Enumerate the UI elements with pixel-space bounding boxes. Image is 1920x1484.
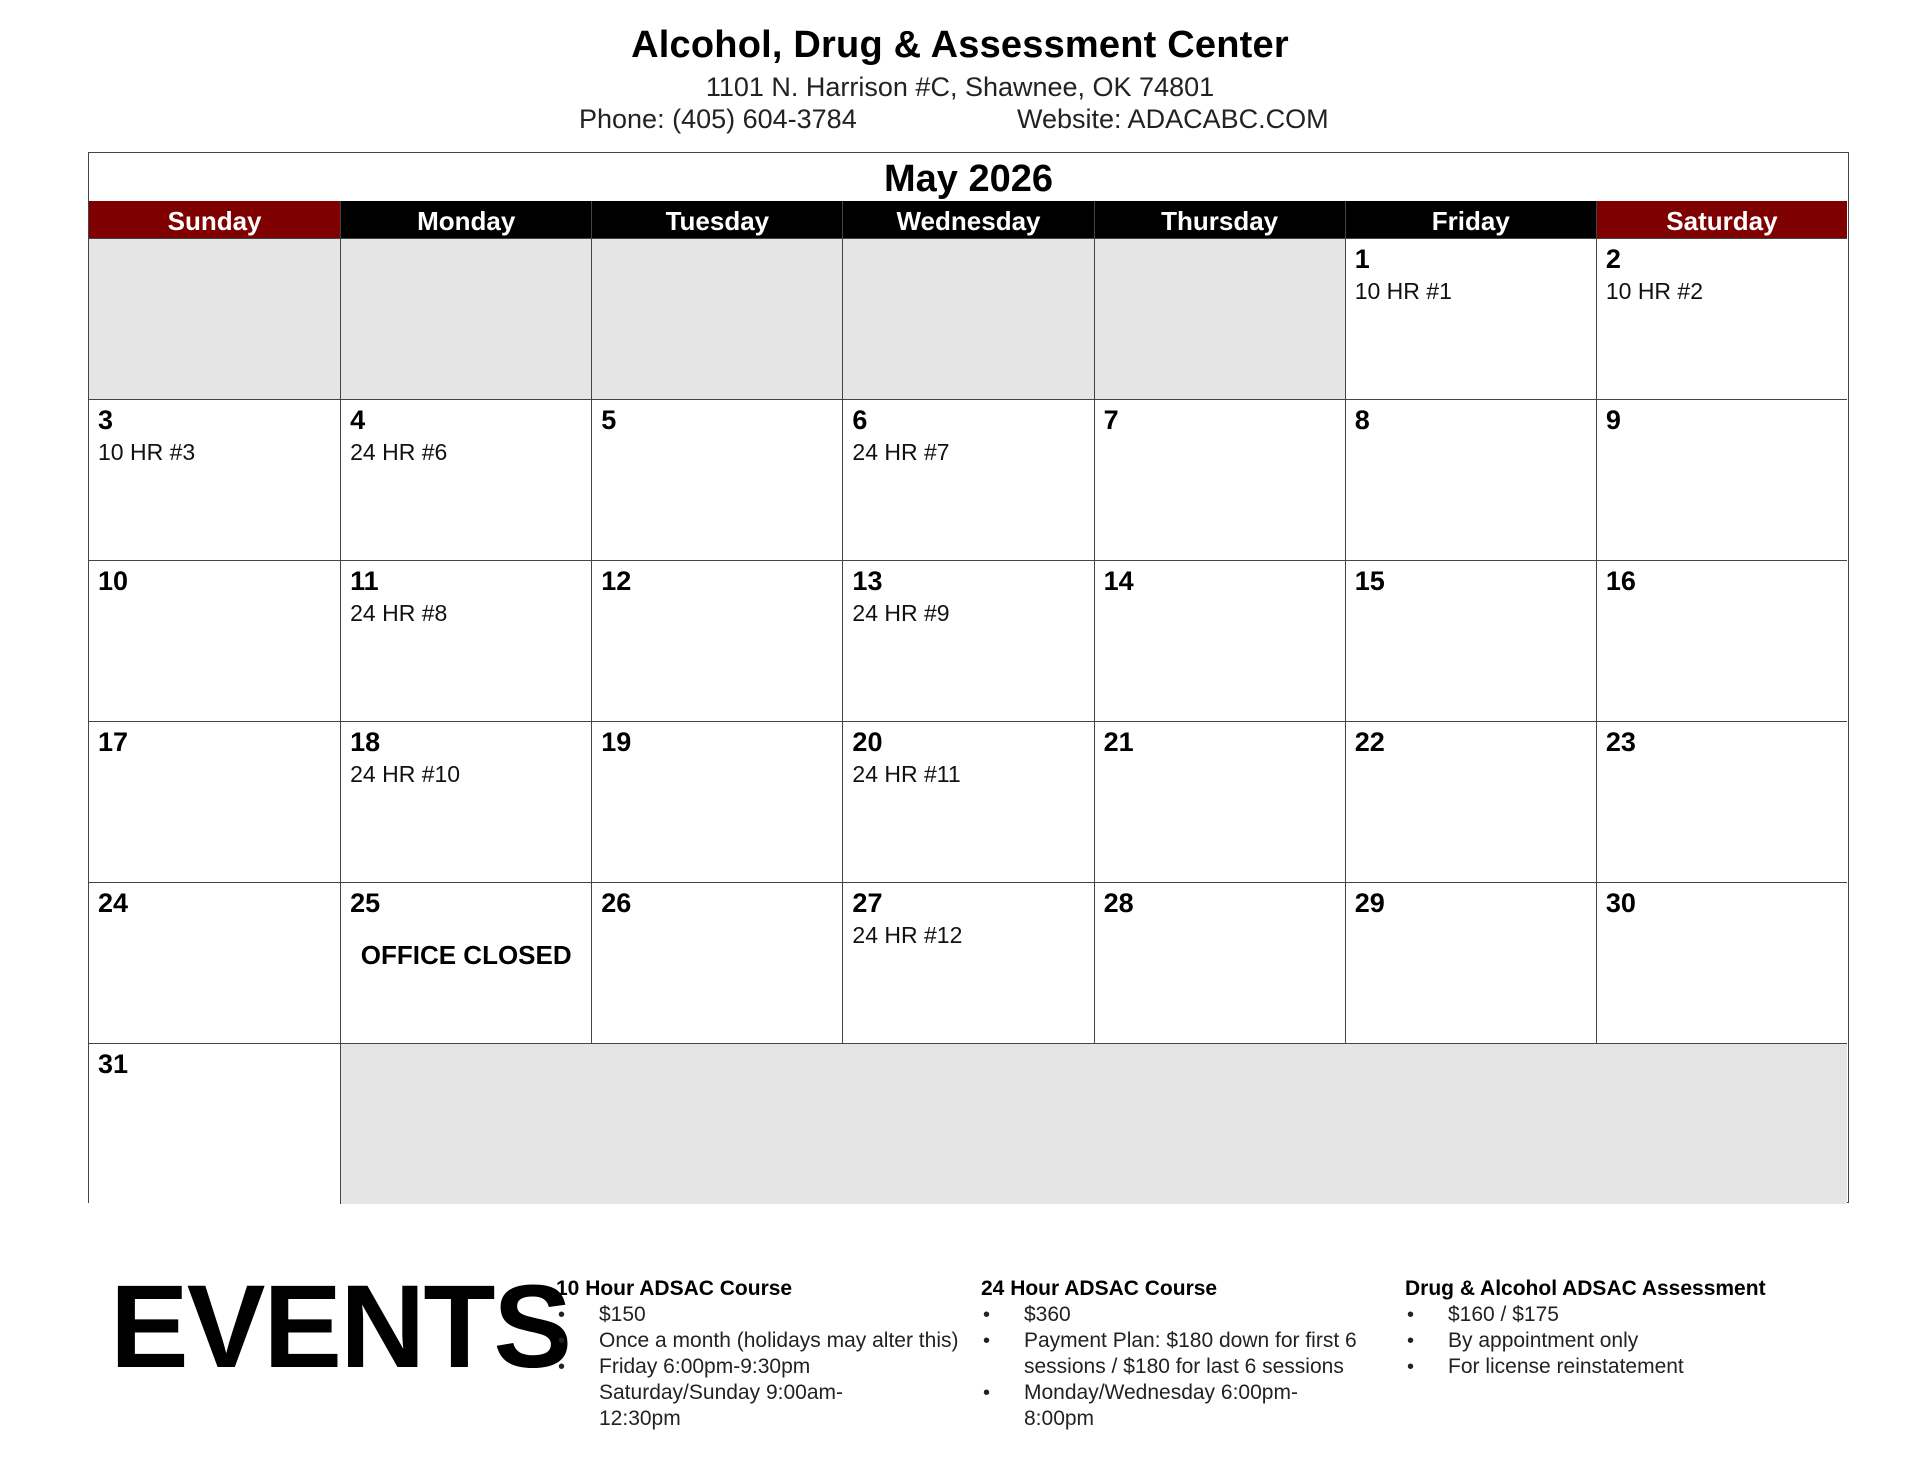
day-cell-1	[1345, 238, 1596, 399]
events-section-24-hour	[981, 1276, 1381, 1432]
day-cell-20	[842, 721, 1093, 882]
empty-day-cell	[1094, 238, 1345, 399]
day-number: 24	[98, 888, 129, 918]
weekday-header-tuesday: Tuesday	[591, 201, 842, 238]
list-item: • For license reinstatement	[1405, 1354, 1805, 1380]
event-label: 24 HR #6	[350, 439, 448, 465]
weekday-header-monday: Monday	[340, 201, 591, 238]
day-number: 10	[98, 566, 129, 596]
day-number: 6	[852, 405, 868, 435]
day-cell-26	[591, 882, 842, 1043]
section-heading: 24 Hour ADSAC Course	[981, 1277, 1218, 1300]
phone-number: Phone: (405) 604-3784	[579, 104, 857, 134]
event-label: 24 HR #8	[350, 600, 448, 626]
weekday-header-wednesday: Wednesday	[842, 201, 1093, 238]
day-cell-4	[340, 399, 591, 560]
day-number: 16	[1605, 566, 1636, 596]
event-label: 24 HR #10	[350, 761, 461, 787]
day-number: 18	[350, 727, 381, 757]
day-number: 31	[98, 1049, 129, 1079]
day-cell-18	[340, 721, 591, 882]
day-number: 17	[98, 727, 129, 757]
day-cell-7	[1094, 399, 1345, 560]
list-item: • $150	[556, 1302, 966, 1328]
list-item: • $160 / $175	[1405, 1302, 1805, 1328]
day-cell-28	[1094, 882, 1345, 1043]
event-label: 10 HR #2	[1605, 278, 1704, 304]
day-cell-24	[89, 882, 340, 1043]
day-number: 30	[1605, 888, 1636, 918]
day-number: 7	[1103, 405, 1119, 435]
list-item: • Friday 6:00pm-9:30pm Saturday/Sunday 9:00am-12:30pm	[556, 1354, 916, 1432]
day-number: 28	[1103, 888, 1134, 918]
event-label: 24 HR #11	[852, 761, 961, 787]
event-label: 24 HR #7	[852, 439, 950, 465]
day-number: 29	[1354, 888, 1385, 918]
day-number: 3	[98, 405, 114, 435]
day-cell-6	[842, 399, 1093, 560]
day-cell-22	[1345, 721, 1596, 882]
list-item: • Once a month (holidays may alter this)	[556, 1328, 966, 1354]
weekday-header-thursday: Thursday	[1094, 201, 1345, 238]
day-number: 4	[350, 405, 366, 435]
day-cell-15	[1345, 560, 1596, 721]
day-number: 25	[350, 888, 381, 918]
day-cell-16	[1596, 560, 1847, 721]
organization-name: Alcohol, Drug & Assessment Center	[631, 24, 1289, 66]
day-cell-8	[1345, 399, 1596, 560]
day-number: 11	[350, 566, 379, 596]
month-title: May 2026	[883, 158, 1053, 200]
day-number: 26	[601, 888, 632, 918]
day-cell-19	[591, 721, 842, 882]
event-label: 24 HR #12	[852, 922, 963, 948]
empty-day-cell	[842, 238, 1093, 399]
day-cell-21	[1094, 721, 1345, 882]
list-item: • By appointment only	[1405, 1328, 1805, 1354]
empty-trailing-cells	[340, 1043, 1847, 1204]
day-cell-11	[340, 560, 591, 721]
address: 1101 N. Harrison #C, Shawnee, OK 74801	[705, 72, 1215, 102]
day-number: 2	[1605, 244, 1621, 274]
weekday-header-friday: Friday	[1345, 201, 1596, 238]
day-cell-12	[591, 560, 842, 721]
day-cell-25	[340, 882, 591, 1043]
contact-line	[0, 104, 1920, 136]
day-cell-31	[89, 1043, 340, 1204]
day-number: 27	[852, 888, 883, 918]
empty-day-cell	[340, 238, 591, 399]
section-heading: 10 Hour ADSAC Course	[556, 1277, 793, 1300]
day-number: 9	[1605, 405, 1621, 435]
day-cell-27	[842, 882, 1093, 1043]
events-section-10-hour	[556, 1276, 966, 1432]
day-number: 19	[601, 727, 632, 757]
weekday-header-sunday: Sunday	[89, 201, 340, 238]
day-cell-30	[1596, 882, 1847, 1043]
day-number: 14	[1103, 566, 1134, 596]
day-cell-29	[1345, 882, 1596, 1043]
day-cell-14	[1094, 560, 1345, 721]
day-cell-23	[1596, 721, 1847, 882]
day-cell-5	[591, 399, 842, 560]
list-item: • Monday/Wednesday 6:00pm-8:00pm	[981, 1380, 1331, 1432]
day-number: 21	[1103, 727, 1134, 757]
day-cell-2	[1596, 238, 1847, 399]
day-number: 15	[1354, 566, 1385, 596]
empty-day-cell	[89, 238, 340, 399]
day-cell-13	[842, 560, 1093, 721]
day-number: 8	[1354, 405, 1370, 435]
day-number: 1	[1354, 244, 1370, 274]
day-cell-17	[89, 721, 340, 882]
day-cell-10	[89, 560, 340, 721]
day-number: 20	[852, 727, 883, 757]
day-number: 12	[601, 566, 632, 596]
event-label: 10 HR #1	[1354, 278, 1452, 304]
event-label: 24 HR #9	[852, 600, 950, 626]
events-section-assessment	[1405, 1276, 1805, 1380]
empty-day-cell	[591, 238, 842, 399]
day-number: 22	[1354, 727, 1385, 757]
weekday-header-saturday: Saturday	[1596, 201, 1847, 238]
day-cell-9	[1596, 399, 1847, 560]
events-heading: EVENTS	[110, 1261, 571, 1393]
calendar-grid	[88, 152, 1849, 1203]
section-heading: Drug & Alcohol ADSAC Assessment	[1405, 1277, 1766, 1300]
office-closed-note: OFFICE CLOSED	[360, 940, 572, 970]
day-number: 5	[601, 405, 617, 435]
day-cell-3	[89, 399, 340, 560]
website: Website: ADACABC.COM	[1017, 104, 1329, 134]
list-item: • Payment Plan: $180 down for first 6 sessions / $180 for last 6 sessions	[981, 1328, 1381, 1380]
event-label: 10 HR #3	[98, 439, 196, 465]
list-item: • $360	[981, 1302, 1381, 1328]
day-number: 23	[1605, 727, 1636, 757]
day-number: 13	[852, 566, 883, 596]
